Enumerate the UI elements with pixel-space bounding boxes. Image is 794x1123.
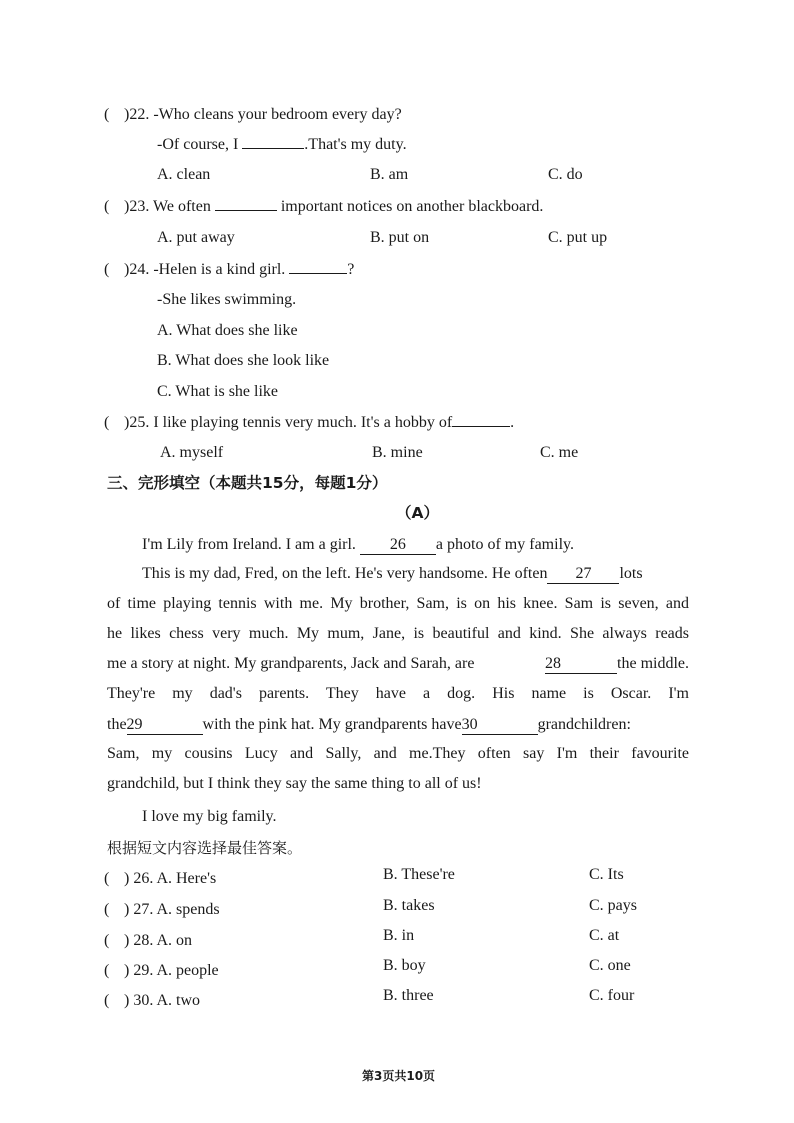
blank-27: 27 [547, 565, 619, 584]
question-22-option-b: B. am [370, 166, 409, 183]
option-30-b: B. three [383, 987, 434, 1004]
fill-blank [289, 259, 347, 274]
passage-label: （A） [396, 504, 439, 522]
fill-blank [215, 196, 277, 211]
passage-line-8: Sam, my cousins Lucy and Sally, and me.They often say I'm their favourite [107, 745, 689, 762]
answer-paren[interactable]: ( [104, 992, 110, 1009]
option-row-28: ( ) 28. A. on [104, 932, 192, 949]
question-22-stem: ( )22. -Who cleans your bedroom every day? [104, 106, 402, 123]
option-26-b: B. These're [383, 866, 455, 883]
fill-blank [452, 412, 510, 427]
option-27-b: B. takes [383, 897, 435, 914]
question-23-option-a: A. put away [157, 229, 235, 246]
question-25-option-c: C. me [540, 444, 579, 461]
fill-blank [242, 134, 304, 149]
answer-paren[interactable]: ( [104, 198, 110, 215]
answer-paren[interactable]: ( [104, 901, 110, 918]
option-29-b: B. boy [383, 957, 426, 974]
option-row-27: ( ) 27. A. spends [104, 901, 220, 918]
option-27-c: C. pays [589, 897, 637, 914]
option-28-c: C. at [589, 927, 620, 944]
passage-line-2: This is my dad, Fred, on the left. He's very handsome. He often 27 lots [142, 565, 643, 582]
passage-line-9: grandchild, but I think they say the same thing to all of us! [107, 775, 482, 792]
section-heading: 三、完形填空（本题共15分，每题1分） [107, 474, 388, 492]
question-23-option-b: B. put on [370, 229, 430, 246]
passage-line-5: me a story at night. My grandparents, Jack and Sarah, are 28 the middle. [107, 655, 689, 672]
question-24-option-b: B. What does she look like [157, 352, 330, 369]
option-29-c: C. one [589, 957, 631, 974]
option-28-b: B. in [383, 927, 415, 944]
passage-line-7: the29 with the pink hat. My grandparents have30 grandchildren: [107, 716, 631, 733]
question-25-stem: ( )25. I like playing tennis very much. It's a hobby of . [104, 414, 515, 431]
page-number: 第3页共10页 [362, 1069, 436, 1083]
question-24-option-a: A. What does she like [157, 322, 298, 339]
answer-paren[interactable]: ( [104, 261, 110, 278]
question-24-stem: ( )24. -Helen is a kind girl. ? [104, 261, 355, 278]
passage-line-6: They're my dad's parents. They have a dog. His name is Oscar. I'm [107, 685, 689, 702]
question-24-reply: -She likes swimming. [157, 291, 297, 308]
question-24-option-c: C. What is she like [157, 383, 279, 400]
passage-line-3: of time playing tennis with me. My brother, Sam, is on his knee. Sam is seven, and [107, 595, 689, 612]
option-row-26: ( ) 26. A. Here's [104, 870, 217, 887]
blank-30: 30 [462, 716, 538, 735]
question-23-stem: ( )23. We often important notices on another blackboard. [104, 198, 544, 215]
option-26-c: C. Its [589, 866, 624, 883]
question-22-option-c: C. do [548, 166, 583, 183]
blank-28: 28 [545, 655, 617, 674]
answer-paren[interactable]: ( [104, 106, 110, 123]
answer-paren[interactable]: ( [104, 962, 110, 979]
passage-line-10: I love my big family. [142, 808, 277, 825]
blank-26: 26 [360, 536, 436, 555]
answer-paren[interactable]: ( [104, 870, 110, 887]
passage-line-1: I'm Lily from Ireland. I am a girl. 26 a photo of my family. [142, 536, 574, 553]
option-30-c: C. four [589, 987, 635, 1004]
question-25-option-a: A. myself [160, 444, 224, 461]
answer-paren[interactable]: ( [104, 932, 110, 949]
question-22-option-a: A. clean [157, 166, 211, 183]
question-22-reply: -Of course, I .That's my duty. [157, 136, 407, 153]
option-row-29: ( ) 29. A. people [104, 962, 219, 979]
question-25-option-b: B. mine [372, 444, 423, 461]
blank-29: 29 [127, 716, 203, 735]
instruction-text: 根据短文内容选择最佳答案。 [107, 839, 303, 857]
option-row-30: ( ) 30. A. two [104, 992, 200, 1009]
passage-line-4: he likes chess very much. My mum, Jane, is beautiful and kind. She always reads [107, 625, 689, 642]
question-23-option-c: C. put up [548, 229, 608, 246]
answer-paren[interactable]: ( [104, 414, 110, 431]
